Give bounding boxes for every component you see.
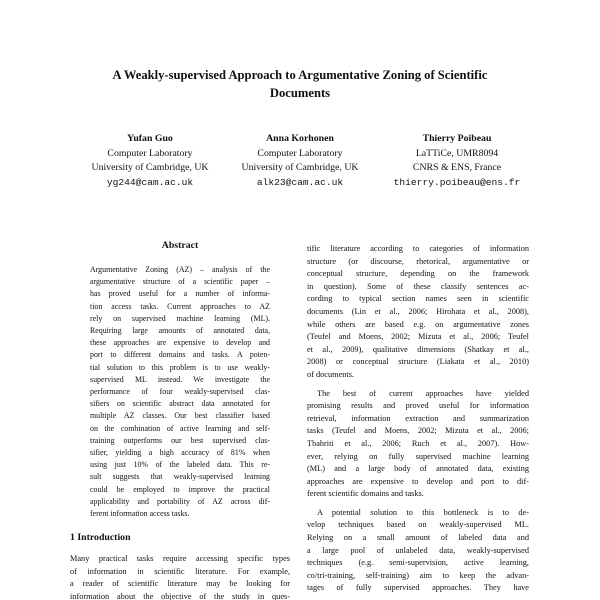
author-name: Anna Korhonen: [266, 133, 334, 144]
abstract-line: multiple AZ classes. Our best classifier based: [90, 411, 270, 421]
author-dept: Computer Laboratory: [107, 147, 193, 159]
author-affiliation: University of Cambridge, UK: [241, 162, 359, 174]
abstract-line: on the combination of active learning and self-: [90, 423, 270, 433]
abstract-line: could be employed to improve the practical: [90, 484, 270, 494]
abstract-line: sult suggests that weakly-supervised learning: [90, 472, 270, 482]
abstract-line: Requiring large amounts of annotated data,: [90, 326, 270, 336]
body-line: structure (or discourse, rhetorical, argumentative or: [307, 256, 529, 266]
author-dept: LaTTiCe, UMR8094: [415, 147, 499, 159]
intro-line: Many practical tasks require accessing specific types: [70, 554, 290, 563]
abstract-body: [90, 264, 270, 520]
body-line: The best of current approaches have yielded: [317, 388, 529, 398]
body-line: Relying on a small amount of labeled data and: [307, 533, 529, 543]
body-line: techniques (e.g. semi-supervision, active learning,: [307, 558, 529, 568]
introduction-body: [70, 553, 290, 600]
body-line: ferent scientific domains and tasks.: [307, 489, 424, 499]
body-line: approaches are expensive to develop and port to dif-: [307, 476, 529, 486]
abstract-line: using just 10% of the labeled data. This re-: [90, 460, 270, 470]
body-line: et al., 2009), qualitative dimensions (Shatkay et al.,: [307, 344, 529, 354]
abstract-line: these approaches are expensive to develop and: [90, 338, 270, 348]
abstract-line: port to different domains and tasks. A poten-: [90, 350, 270, 360]
abstract-line: training outperforms our best supervised clas-: [90, 435, 270, 445]
title-line: Documents: [269, 86, 331, 100]
abstract-line: sifiers on scientific abstract data annotated for: [90, 399, 270, 409]
author-name: Thierry Poibeau: [422, 133, 492, 144]
abstract-line: performance of four weakly-supervised clas-: [90, 387, 270, 397]
body-line: promising results and proved useful for information: [307, 401, 529, 411]
author-dept: Computer Laboratory: [257, 147, 343, 159]
author-block-3: [362, 132, 552, 190]
paper-title: [60, 66, 540, 102]
abstract-line: tion access tasks. Current approaches to AZ: [90, 301, 270, 311]
author-affiliation: CNRS & ENS, France: [412, 162, 502, 174]
body-line: of documents.: [307, 369, 355, 379]
body-line: tasks (Teufel and Moens, 2002; Mizuta et al., 2006;: [307, 426, 529, 436]
title-line: A Weakly-supervised Approach to Argumentative Zoning of Scientific: [112, 68, 488, 82]
abstract-line: argumentative structure of a scientific paper –: [90, 277, 270, 287]
abstract-line: has proved useful for a number of informa-: [90, 289, 270, 299]
body-line: tages of fully supervised approaches. They have: [307, 583, 529, 593]
abstract-line: sifier, yielding a high accuracy of 81% when: [90, 448, 270, 458]
abstract-heading: Abstract: [161, 240, 199, 251]
paragraph: [307, 507, 529, 595]
abstract-line: rely on supervised machine learning (ML).: [90, 313, 270, 323]
intro-line: a reader of scientific literature may be looking for: [70, 579, 290, 589]
abstract-line: Argumentative Zoning (AZ) – analysis of the: [90, 265, 270, 274]
body-line: A potential solution to this bottleneck is to de-: [317, 507, 529, 517]
author-block-1: [70, 132, 230, 190]
body-line: in question). Some of these classify sentences ac-: [307, 281, 529, 291]
author-name: Yufan Guo: [127, 133, 173, 144]
body-line: while others are based e.g. on argumentative zones: [307, 319, 529, 329]
author-email[interactable]: yg244@cam.ac.uk: [106, 176, 194, 188]
abstract-line: applicability and portability of AZ across dif-: [90, 496, 270, 506]
paragraph: [307, 243, 529, 382]
intro-line: of information in scientific literature. For example,: [70, 566, 290, 576]
body-line: conceptual structure, depending on the framework: [307, 269, 529, 279]
author-email[interactable]: alk23@cam.ac.uk: [256, 176, 344, 188]
right-column: [307, 243, 529, 595]
body-line: a large pool of unlabeled data, weakly-supervised: [307, 545, 529, 555]
abstract-line: tial solution to this problem is to use weakly-: [90, 362, 270, 372]
intro-line: information about the objective of the study in ques-: [70, 591, 290, 600]
body-line: ever, relying on fully supervised machine learning: [307, 451, 529, 461]
abstract-line: ferent information access tasks.: [90, 509, 190, 519]
section-heading-introduction: 1 Introduction: [70, 532, 131, 543]
author-block-2: [220, 132, 380, 190]
author-email[interactable]: thierry.poibeau@ens.fr: [393, 176, 521, 188]
body-line: documents (Lin et al., 2006; Hirohata et al., 2008),: [307, 306, 529, 316]
body-line: Tbahriti et al., 2006; Ruch et al., 2007). How-: [307, 438, 529, 448]
body-line: retrieval, information extraction and summarization: [307, 413, 529, 423]
body-line: 2008) or conceptual structure (Liakata et al., 2010): [307, 357, 529, 367]
body-line: co/tri-training, self-training) aim to keep the advan-: [307, 570, 529, 580]
body-line: (Teufel and Moens, 2002; Mizuta et al., 2006; Teufel: [307, 332, 529, 342]
body-line: tific literature according to categories of information: [307, 244, 529, 253]
paragraph: [307, 388, 529, 501]
abstract-line: supervised ML instead. We investigate the: [90, 374, 270, 384]
body-line: (ML) and a large body of annotated data, existing: [307, 464, 529, 474]
author-affiliation: University of Cambridge, UK: [91, 162, 209, 174]
body-line: cording to typical section names seen in scientific: [307, 294, 529, 304]
body-line: velop techniques based on weakly-supervised ML.: [307, 520, 529, 530]
